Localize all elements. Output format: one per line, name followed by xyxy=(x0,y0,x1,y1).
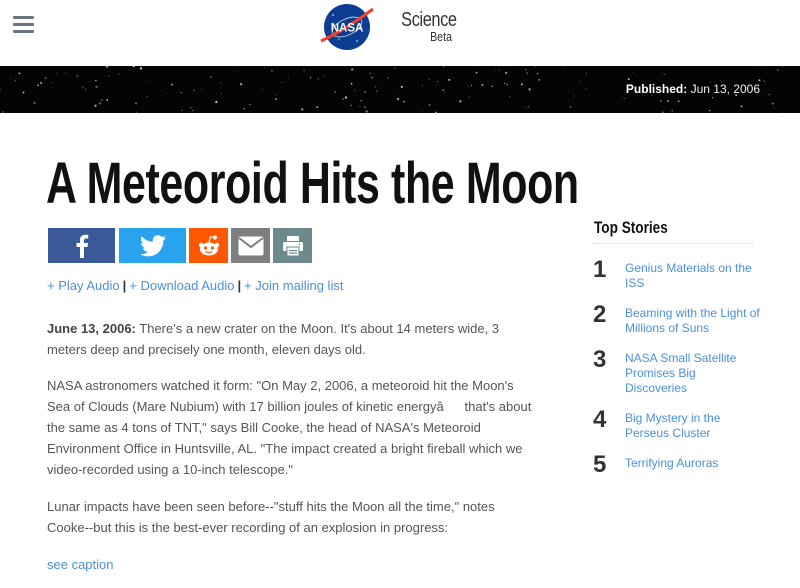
star xyxy=(147,96,148,97)
published-value: Jun 13, 2006 xyxy=(690,82,760,96)
star xyxy=(445,92,446,93)
star xyxy=(61,107,62,108)
star xyxy=(585,89,586,90)
star xyxy=(364,106,366,108)
star xyxy=(371,77,373,79)
star xyxy=(65,72,66,73)
twitter-icon xyxy=(140,235,166,257)
star xyxy=(774,107,775,108)
star xyxy=(777,69,779,71)
star xyxy=(781,112,782,113)
star xyxy=(354,89,355,90)
star xyxy=(335,91,337,93)
star xyxy=(193,90,195,92)
story-rank: 3 xyxy=(593,346,607,373)
star xyxy=(342,98,344,100)
story-link[interactable]: Beaming with the Light of Millions of Suns xyxy=(625,306,760,335)
star xyxy=(448,79,450,81)
join-mailing-list-link[interactable]: + Join mailing list xyxy=(244,278,344,293)
star xyxy=(23,92,25,94)
star xyxy=(783,66,784,67)
star xyxy=(281,82,282,83)
star xyxy=(221,93,222,94)
star xyxy=(345,96,347,98)
see-caption-link[interactable]: see caption xyxy=(47,557,114,572)
star xyxy=(660,100,662,102)
article-text: There's a new crater on the Moon. It's about 14 meters wide, 3 meters deep and precisely one month, eleven days old. xyxy=(47,321,500,357)
star xyxy=(375,86,376,87)
nasa-logo-text: NASA xyxy=(330,22,364,35)
star xyxy=(215,101,217,103)
star xyxy=(573,95,574,96)
star xyxy=(180,92,182,94)
star xyxy=(301,108,303,110)
star xyxy=(350,105,351,106)
star xyxy=(709,110,710,111)
star xyxy=(538,79,540,81)
star xyxy=(664,74,665,75)
article-paragraph: NASA astronomers watched it form: "On May 2, 2006, a meteoroid hit the Moon's Sea of Clouds (Mare Nubium) with 17 billion joules of kinetic energyâthat's about the same as 4 tons of TNT," says Bill Cooke, the head of NASA's Meteoroid Environment Office in Huntsville, AL. "The impact created a bright fireball which we video-recorded using a 10-inch telescope." xyxy=(47,378,532,477)
star xyxy=(364,91,366,93)
reddit-icon xyxy=(197,234,221,258)
star xyxy=(443,67,444,68)
star xyxy=(118,73,119,74)
star xyxy=(271,70,273,72)
star xyxy=(429,104,431,106)
brand-title: Science xyxy=(401,9,457,31)
star xyxy=(56,73,57,74)
star xyxy=(499,69,500,70)
star xyxy=(202,88,203,89)
star xyxy=(136,112,137,113)
star xyxy=(662,111,664,113)
hamburger-menu-button[interactable] xyxy=(13,15,34,33)
star xyxy=(528,106,529,107)
star xyxy=(667,100,669,102)
star xyxy=(481,84,483,86)
star xyxy=(2,111,4,113)
star xyxy=(106,66,108,68)
star xyxy=(395,68,396,69)
star xyxy=(401,86,403,88)
brand-subtitle: Beta xyxy=(430,29,452,44)
star xyxy=(392,92,393,93)
star xyxy=(763,81,764,82)
star xyxy=(10,77,11,78)
star xyxy=(108,76,109,77)
star xyxy=(37,84,39,86)
star xyxy=(213,111,214,112)
print-icon xyxy=(283,236,303,256)
star xyxy=(318,78,320,80)
star xyxy=(772,102,774,104)
hamburger-icon xyxy=(13,16,34,19)
page-title: A Meteoroid Hits the Moon xyxy=(46,151,579,216)
star xyxy=(264,67,265,68)
star xyxy=(468,96,469,97)
star xyxy=(526,72,528,74)
star xyxy=(323,76,324,77)
hamburger-icon-bar xyxy=(13,30,34,33)
star xyxy=(33,102,35,104)
star xyxy=(521,83,523,85)
star xyxy=(509,96,510,97)
star xyxy=(82,86,84,88)
article-dateline: June 13, 2006: xyxy=(47,321,136,336)
star xyxy=(476,72,478,74)
star xyxy=(171,84,173,86)
star xyxy=(149,80,150,81)
star xyxy=(95,86,97,88)
star xyxy=(310,77,311,78)
star xyxy=(525,69,527,71)
star xyxy=(491,86,492,87)
star xyxy=(422,85,423,86)
star xyxy=(276,95,277,96)
star xyxy=(678,100,680,102)
star xyxy=(359,106,360,107)
star xyxy=(537,73,539,75)
star xyxy=(76,75,78,77)
star xyxy=(435,112,437,113)
star xyxy=(403,101,405,103)
star xyxy=(275,98,277,100)
star xyxy=(767,90,768,91)
star xyxy=(468,86,469,87)
story-rank: 1 xyxy=(593,256,607,283)
star xyxy=(628,78,630,80)
star xyxy=(198,88,199,89)
story-link[interactable]: Terrifying Auroras xyxy=(625,456,719,470)
star xyxy=(495,70,496,71)
star xyxy=(672,110,673,111)
star xyxy=(99,102,101,104)
star xyxy=(376,90,378,92)
star xyxy=(140,67,142,69)
star xyxy=(563,66,564,67)
star xyxy=(523,66,524,67)
share-email-button[interactable] xyxy=(231,228,270,263)
star xyxy=(741,105,743,107)
top-stories-heading: Top Stories xyxy=(594,218,668,237)
hamburger-icon-bar xyxy=(13,23,34,26)
link-separator: | xyxy=(237,278,242,293)
star xyxy=(361,100,362,101)
share-twitter-button[interactable] xyxy=(119,228,186,263)
star xyxy=(243,108,245,110)
story-rank: 2 xyxy=(593,301,607,328)
star xyxy=(210,76,212,78)
star xyxy=(94,105,96,107)
star xyxy=(303,70,305,72)
star xyxy=(90,81,91,82)
star xyxy=(85,89,86,90)
share-print-button[interactable] xyxy=(273,228,312,263)
star xyxy=(160,90,161,91)
star xyxy=(51,82,52,83)
nasa-logo[interactable] xyxy=(319,3,375,51)
download-audio-link[interactable]: + Download Audio xyxy=(129,278,235,293)
star xyxy=(45,77,47,79)
star xyxy=(369,73,370,74)
star xyxy=(133,66,135,67)
star xyxy=(316,106,318,108)
story-rank: 5 xyxy=(593,451,607,478)
star xyxy=(570,106,571,107)
share-reddit-button[interactable] xyxy=(189,228,228,263)
star xyxy=(506,84,508,86)
star xyxy=(387,77,388,78)
email-icon xyxy=(238,236,264,256)
star xyxy=(288,77,289,78)
star xyxy=(192,110,193,111)
star xyxy=(366,110,368,112)
star xyxy=(769,94,770,95)
star xyxy=(351,68,353,70)
star xyxy=(15,80,17,82)
star xyxy=(0,88,1,89)
star xyxy=(382,85,383,86)
star xyxy=(712,97,713,98)
star xyxy=(397,98,399,100)
star xyxy=(624,98,625,99)
star xyxy=(106,99,108,101)
star xyxy=(351,83,353,85)
star xyxy=(429,78,430,79)
article-paragraph xyxy=(47,318,537,360)
article-paragraph: Lunar impacts have been seen before--"stuff hits the Moon all the time," notes Cooke--but this is the best-ever recording of an explosion in progress: xyxy=(47,499,495,535)
star xyxy=(526,107,527,108)
link-separator: | xyxy=(122,278,127,293)
star xyxy=(101,99,103,101)
star xyxy=(504,83,505,84)
star xyxy=(234,71,235,72)
star xyxy=(190,107,191,108)
audio-links xyxy=(47,278,343,293)
star xyxy=(249,104,250,105)
story-link[interactable]: NASA Small Satellite Promises Big Discoveries xyxy=(625,351,737,395)
star xyxy=(95,80,96,81)
facebook-icon xyxy=(75,234,89,258)
star xyxy=(437,81,438,82)
star xyxy=(354,91,355,92)
star xyxy=(535,66,536,67)
star xyxy=(488,84,489,85)
star xyxy=(528,88,530,90)
star xyxy=(262,90,263,91)
play-audio-link[interactable]: + Play Audio xyxy=(47,278,120,293)
star xyxy=(135,103,137,105)
star xyxy=(422,110,423,111)
star xyxy=(135,67,136,68)
published-label: Published: xyxy=(625,82,688,96)
star xyxy=(632,72,633,73)
star xyxy=(181,110,182,111)
star xyxy=(19,72,21,74)
star xyxy=(471,85,472,86)
star xyxy=(459,100,461,102)
star xyxy=(40,82,41,83)
star xyxy=(586,73,587,74)
star xyxy=(580,81,581,82)
star xyxy=(505,72,507,74)
star xyxy=(220,82,221,83)
story-link[interactable]: Genius Materials on the ISS xyxy=(625,261,752,290)
star xyxy=(442,89,444,91)
star xyxy=(240,83,242,85)
story-rank: 4 xyxy=(593,406,607,433)
published-date xyxy=(626,82,760,96)
share-facebook-button[interactable] xyxy=(48,228,115,263)
star xyxy=(759,66,760,67)
story-link[interactable]: Big Mystery in the Perseus Cluster xyxy=(625,411,721,440)
divider xyxy=(593,243,753,244)
